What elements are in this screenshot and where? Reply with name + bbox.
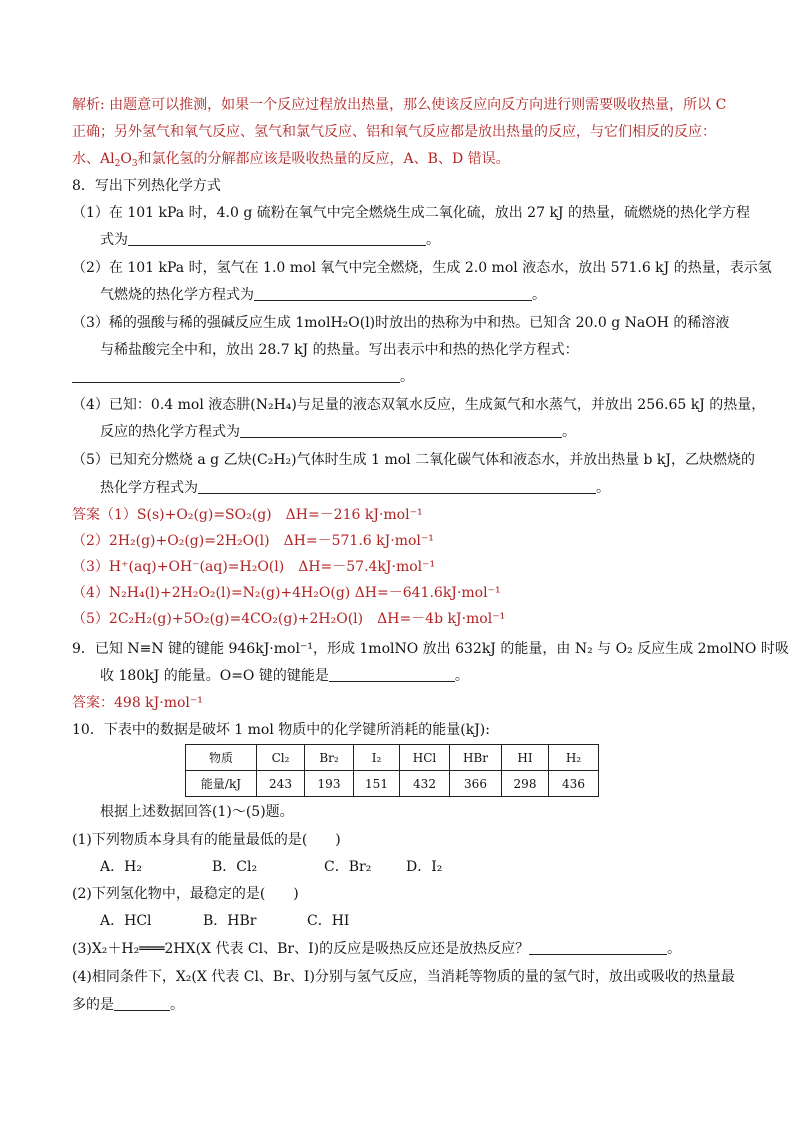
- q8-part1-line2: 式为 。: [100, 232, 440, 248]
- option-c: C．HI: [307, 913, 350, 929]
- analysis-line-2: 正确；另外氢气和氧气反应、氢气和氯气反应、铝和氧气反应都是放出热量的反应，与它们相反的反应：: [72, 124, 716, 140]
- q8-answer-2: （2）2H₂(g)+O₂(g)=2H₂O(l) ΔH=－571.6 kJ·mol⁻¹: [72, 533, 434, 549]
- q8-part4-line2: 反应的热化学方程式为 。: [100, 424, 576, 440]
- q9-answer: 答案：498 kJ·mol⁻¹: [72, 695, 203, 711]
- q10-sub4-line2: 多的是 。: [72, 997, 184, 1013]
- option-d: D．I₂: [406, 859, 443, 875]
- q9-answer-blank: [329, 667, 455, 682]
- table-cell: H₂: [549, 745, 599, 771]
- q10-sub2: (2)下列氢化物中，最稳定的是( ): [72, 886, 299, 902]
- q9-line2: 收 180kJ 的能量。O=O 键的键能是 。: [100, 668, 469, 684]
- table-cell: HBr: [450, 745, 502, 771]
- q8-part3-line1: （3）稀的强酸与稀的强碱反应生成 1molH₂O(l)时放出的热称为中和热。已知含 20.0 g NaOH 的稀溶液: [72, 315, 730, 331]
- q8-answer-4: （4）N₂H₄(l)+2H₂O₂(l)=N₂(g)+4H₂O(g) ΔH=－641.6kJ·mol⁻¹: [72, 585, 501, 601]
- q8-part1-answer-blank: [128, 231, 426, 246]
- q8-part5-answer-blank: [198, 479, 596, 494]
- analysis-line-1: 解析: 由题意可以推测，如果一个反应过程放出热量，那么使该反应向反方向进行则需要吸收热量，所以 C: [72, 97, 727, 113]
- q10-sub1: (1)下列物质本身具有的能量最低的是( ): [72, 832, 341, 848]
- q8-answer-3: （3）H⁺(aq)+OH⁻(aq)=H₂O(l) ΔH=－57.4kJ·mol⁻¹: [72, 559, 436, 575]
- q8-answer-1: 答案（1）S(s)+O₂(g)=SO₂(g) ΔH=－216 kJ·mol⁻¹: [72, 507, 423, 523]
- q10-sub3-answer-blank: [529, 940, 667, 955]
- option-b: B．Cl₂: [212, 859, 258, 875]
- q8-part2-answer-blank: [254, 286, 532, 301]
- q10-sub3: (3)X₂＋H₂═══2HX(X 代表 Cl、Br、I)的反应是吸热反应还是放热反应？ 。: [72, 941, 682, 957]
- table-cell: Br₂: [305, 745, 354, 771]
- q10-intro: 根据上述数据回答(1)～(5)题。: [100, 804, 294, 820]
- q10-sub2-options: [100, 911, 349, 931]
- table-row: [186, 771, 599, 797]
- q8-title: 8．写出下列热化学方式: [72, 178, 221, 194]
- q10-sub4-answer-blank: [114, 996, 170, 1011]
- option-c: C．Br₂: [324, 859, 372, 875]
- table-cell: HI: [502, 745, 549, 771]
- q10-sub1-options: [100, 857, 442, 877]
- q8-part5-line2: 热化学方程式为 。: [100, 480, 610, 496]
- q8-part2-line1: （2）在 101 kPa 时，氢气在 1.0 mol 氧气中完全燃烧，生成 2.0 mol 液态水，放出 571.6 kJ 的热量，表示氢: [72, 260, 772, 276]
- option-a: A．H₂: [100, 859, 142, 875]
- q8-part1-line1: （1）在 101 kPa 时，4.0 g 硫粉在氧气中完全燃烧生成二氧化硫，放出 27 kJ 的热量，硫燃烧的热化学方程: [72, 205, 750, 221]
- table-header-energy: 能量/kJ: [186, 771, 257, 797]
- q8-part2-line2: 气燃烧的热化学方程式为 。: [100, 287, 546, 303]
- option-a: A．HCl: [100, 913, 152, 929]
- q8-part5-line1: （5）已知充分燃烧 a g 乙炔(C₂H₂)气体时生成 1 mol 二氧化碳气体和液态水，并放出热量 b kJ，乙炔燃烧的: [72, 452, 756, 468]
- table-cell: 193: [305, 771, 354, 797]
- table-cell: 151: [354, 771, 400, 797]
- option-b: B．HBr: [203, 913, 257, 929]
- q8-part3-line3: 。: [72, 367, 414, 387]
- q8-part3-line2: 与稀盐酸完全中和，放出 28.7 kJ 的热量。写出表示中和热的热化学方程式：: [100, 342, 579, 358]
- table-row: [186, 745, 599, 771]
- table-cell: 243: [257, 771, 305, 797]
- table-cell: I₂: [354, 745, 400, 771]
- table-cell: 298: [502, 771, 549, 797]
- table-cell: Cl₂: [257, 745, 305, 771]
- q8-answer-5: （5）2C₂H₂(g)+5O₂(g)=4CO₂(g)+2H₂O(l) ΔH=－4b kJ·mol⁻¹: [72, 611, 506, 627]
- q10-sub4-line1: (4)相同条件下，X₂(X 代表 Cl、Br、I)分别与氢气反应，当消耗等物质的量的氢气时，放出或吸收的热量最: [72, 969, 735, 985]
- analysis-line-3: 水、$Al_2O_3$和氯化氢的分解都应该是吸收热量的反应，A、B、D 错误。: [72, 151, 510, 169]
- table-cell: 432: [400, 771, 450, 797]
- table-cell: HCl: [400, 745, 450, 771]
- q8-part3-answer-blank: [72, 368, 400, 383]
- bond-energy-table: [185, 744, 599, 797]
- q9-line1: 9．已知 N≡N 键的键能 946kJ·mol⁻¹，形成 1molNO 放出 632kJ 的能量，由 N₂ 与 O₂ 反应生成 2molNO 时吸: [72, 641, 789, 657]
- q8-part4-answer-blank: [240, 423, 562, 438]
- table-cell: 366: [450, 771, 502, 797]
- table-header-substance: 物质: [186, 745, 257, 771]
- q10-title: 10．下表中的数据是破坏 1 mol 物质中的化学键所消耗的能量(kJ):: [72, 722, 490, 738]
- table-cell: 436: [549, 771, 599, 797]
- q8-part4-line1: （4）已知：0.4 mol 液态肼(N₂H₄)与足量的液态双氧水反应，生成氮气和水蒸气，并放出 256.65 kJ 的热量，: [72, 397, 766, 413]
